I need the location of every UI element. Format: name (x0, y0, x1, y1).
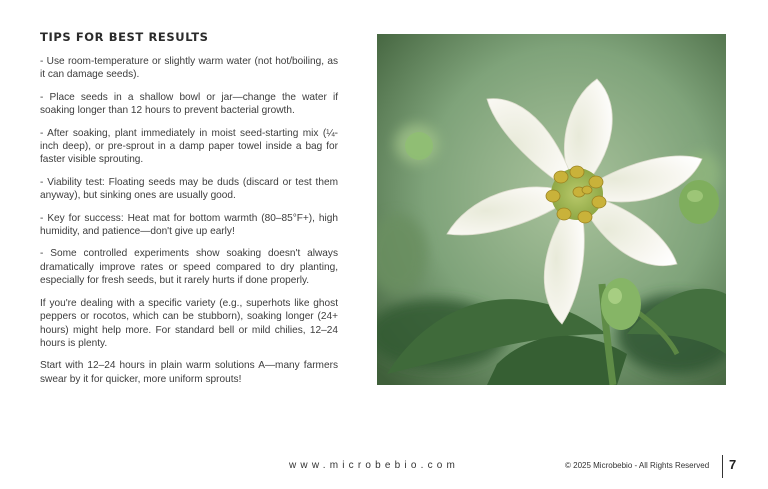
white-pepper-flower-icon (377, 34, 726, 385)
footer-divider (722, 455, 723, 478)
website-url: www.microbebio.com (289, 460, 460, 471)
closing-paragraph: Start with 12–24 hours in plain warm solutions A—many farmers swear by it for quicker, more uniform sprouts! (40, 360, 338, 385)
tip-paragraph: - Key for success: Heat mat for bottom warmth (80–85°F+), high humidity, and patience—don't give up early! (40, 212, 338, 238)
tip-paragraph: - Use room-temperature or slightly warm water (not hot/boiling, as it can damage seeds). (40, 56, 338, 81)
tip-paragraph: - Some controlled experiments show soaking doesn't always dramatically improve rates or speed compared to dry planting, especially for fresh seeds, but it rarely hurts if done properly. (40, 248, 338, 287)
page-number: 7 (729, 457, 737, 472)
tip-paragraph: - After soaking, plant immediately in moist seed-starting mix (¼-inch deep), or pre-sprout in a damp paper towel inside a bag for faster visible sprouting. (40, 127, 338, 166)
variety-paragraph: If you're dealing with a specific variety (e.g., superhots like ghost peppers or rocotos, which can be stubborn), soaking longer (24+ hours) might help more. For standard bell or mild chilies, 12–24 hours is plenty. (40, 297, 338, 349)
tip-paragraph: - Place seeds in a shallow bowl or jar—change the water if soaking longer than 12 hours to prevent bacterial growth. (40, 91, 338, 117)
tip-paragraph: - Viability test: Floating seeds may be duds (discard or test them anyway), but sinking ones are usually good. (40, 176, 338, 202)
section-heading: TIPS FOR BEST RESULTS (40, 30, 209, 44)
copyright-notice: © 2025 Microbebio - All Rights Reserved (565, 461, 710, 470)
pepper-flower-photo (377, 34, 726, 385)
tips-section (40, 30, 338, 395)
